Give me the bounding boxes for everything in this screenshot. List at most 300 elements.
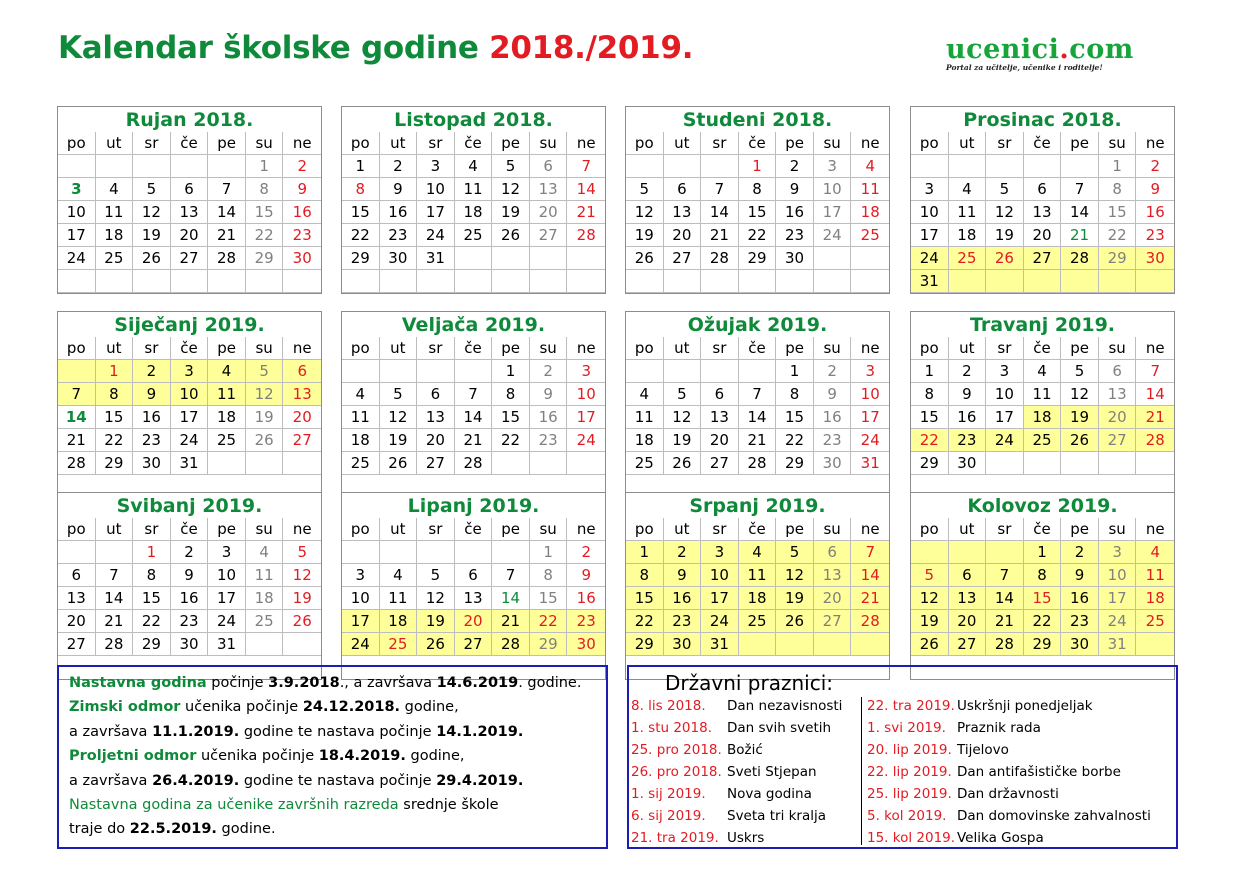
day-cell: 13 [530,178,568,201]
empty-cell [246,452,284,475]
day-cell: 2 [1061,541,1099,564]
month-name: Ožujak 2019. [687,314,828,336]
day-cell: 5 [246,360,284,383]
day-cell: 28 [96,633,134,656]
empty-cell [701,270,739,293]
empty-cell [626,270,664,293]
day-cell: 27 [814,610,852,633]
empty-cell [949,270,987,293]
day-cell: 2 [380,155,418,178]
weekday-header: pe [208,132,246,155]
weekday-header: ne [851,518,889,541]
day-cell: 31 [911,270,949,293]
day-cell: 9 [814,383,852,406]
day-cell: 12 [1061,383,1099,406]
month-name: Prosinac 2018. [963,109,1122,131]
day-cell: 30 [776,247,814,270]
info-text: Proljetni odmor [69,748,197,765]
weekday-header: pe [776,518,814,541]
day-cell: 9 [949,383,987,406]
day-cell: 2 [1136,155,1174,178]
month-name: Svibanj 2019. [116,495,263,517]
empty-cell [814,633,852,656]
day-cell: 7 [208,178,246,201]
empty-cell [567,270,605,293]
day-cell: 13 [58,587,96,610]
weekday-header: ne [1136,132,1174,155]
month-name: Srpanj 2019. [689,495,826,517]
info-text: 14.6.2019 [436,675,519,691]
day-cell: 24 [58,247,96,270]
day-cell: 15 [133,587,171,610]
day-cell: 12 [492,178,530,201]
day-cell: 23 [133,429,171,452]
day-cell: 23 [664,610,702,633]
day-cell: 13 [1099,383,1137,406]
weekday-header: sr [133,132,171,155]
weekday-header: pe [1061,337,1099,360]
info-text: 3.9.2018 [268,675,340,691]
day-cell: 8 [96,383,134,406]
month-name: Siječanj 2019. [114,314,265,336]
holiday-date: 1. stu 2018. [631,720,712,736]
day-cell: 31 [701,633,739,656]
day-cell: 29 [911,452,949,475]
weekday-header: sr [986,132,1024,155]
day-cell: 7 [492,564,530,587]
day-cell: 14 [1061,201,1099,224]
day-cell: 25 [342,452,380,475]
day-cell: 6 [530,155,568,178]
empty-cell [246,633,284,656]
day-cell: 15 [342,201,380,224]
empty-cell [380,270,418,293]
public-holidays-title: Državni praznici: [665,671,833,695]
day-cell: 26 [986,247,1024,270]
empty-cell [455,541,493,564]
day-cell: 30 [1136,247,1174,270]
day-cell: 20 [171,224,209,247]
weekday-header: su [530,518,568,541]
holiday-name: Dan antifašističke borbe [957,764,1121,780]
weekday-header: sr [417,337,455,360]
day-cell: 18 [455,201,493,224]
weekday-header: pe [492,337,530,360]
day-cell: 26 [492,224,530,247]
day-cell: 18 [380,610,418,633]
weekday-header: ut [96,518,134,541]
day-cell: 15 [911,406,949,429]
day-cell: 7 [986,564,1024,587]
day-cell: 31 [171,452,209,475]
day-cell: 14 [851,564,889,587]
day-cell: 26 [246,429,284,452]
day-cell: 12 [986,201,1024,224]
day-cell: 7 [455,383,493,406]
empty-cell [283,270,321,293]
day-cell: 20 [701,429,739,452]
day-cell: 10 [911,201,949,224]
holiday-name: Sveti Stjepan [727,764,817,780]
day-cell: 20 [1099,406,1137,429]
empty-cell [417,270,455,293]
day-cell: 1 [492,360,530,383]
day-cell: 23 [567,610,605,633]
day-cell: 29 [133,633,171,656]
day-cell: 21 [1136,406,1174,429]
empty-cell [567,452,605,475]
day-cell: 19 [246,406,284,429]
weekday-header: su [1099,132,1137,155]
empty-cell [986,155,1024,178]
weekday-header: ut [380,518,418,541]
site-logo[interactable] [946,34,1176,72]
holidays-divider [861,697,862,845]
day-cell: 8 [133,564,171,587]
month-name: Lipanj 2019. [407,495,540,517]
day-cell: 28 [986,633,1024,656]
title-prefix: Kalendar školske godine [58,30,479,66]
day-cell: 18 [1136,587,1174,610]
day-cell: 11 [1024,383,1062,406]
month-name: Studeni 2018. [682,109,833,131]
day-cell: 31 [208,633,246,656]
day-cell: 14 [208,201,246,224]
day-cell: 31 [417,247,455,270]
weekday-header: če [1024,337,1062,360]
day-cell: 11 [96,201,134,224]
day-cell: 2 [171,541,209,564]
day-cell: 15 [246,201,284,224]
day-cell: 15 [776,406,814,429]
empty-cell [342,360,380,383]
empty-cell [664,155,702,178]
info-line [69,720,596,744]
empty-cell [455,360,493,383]
day-cell: 2 [133,360,171,383]
day-cell: 30 [133,452,171,475]
day-cell: 19 [283,587,321,610]
day-cell: 20 [814,587,852,610]
info-text: 26.4.2019. [152,772,240,789]
empty-cell [417,360,455,383]
day-cell: 18 [246,587,284,610]
day-cell: 25 [380,633,418,656]
day-cell: 14 [1136,383,1174,406]
day-cell: 14 [986,587,1024,610]
weekday-header: po [911,518,949,541]
month-calendar [341,492,606,680]
weekday-header: pe [492,518,530,541]
day-cell: 15 [530,587,568,610]
empty-cell [96,270,134,293]
weekday-header: ut [96,132,134,155]
info-text: godine, [405,748,465,765]
empty-cell [986,452,1024,475]
info-text: Nastavna godina [69,675,207,691]
weekday-header: po [911,132,949,155]
day-cell: 7 [567,155,605,178]
month-calendar [341,106,606,294]
day-cell: 20 [58,610,96,633]
day-cell: 30 [171,633,209,656]
logo-wordmark: ucenici.com [946,34,1134,65]
day-cell: 13 [283,383,321,406]
day-cell: 6 [283,360,321,383]
empty-cell [380,541,418,564]
weekday-header: ne [851,132,889,155]
holiday-row [867,827,1151,849]
day-cell: 23 [171,610,209,633]
weekday-header: ne [567,518,605,541]
month-calendar [625,492,890,680]
empty-cell [492,270,530,293]
info-line [69,695,596,719]
empty-cell [133,270,171,293]
day-cell: 1 [530,541,568,564]
day-cell: 26 [911,633,949,656]
day-cell: 12 [417,587,455,610]
weekday-header: če [455,518,493,541]
empty-cell [171,270,209,293]
empty-cell [133,155,171,178]
empty-cell [58,360,96,383]
empty-cell [1136,270,1174,293]
day-cell: 8 [739,178,777,201]
day-cell: 6 [949,564,987,587]
info-text: 24.12.2018. [302,699,401,716]
day-cell: 4 [949,178,987,201]
empty-cell [814,270,852,293]
day-cell: 5 [283,541,321,564]
holiday-row [867,717,1151,739]
day-cell: 6 [1024,178,1062,201]
day-cell: 19 [1061,406,1099,429]
month-calendar [57,311,322,499]
holiday-row [867,805,1151,827]
holiday-date: 1. svi 2019. [867,720,946,736]
day-cell: 31 [851,452,889,475]
month-name: Kolovoz 2019. [967,495,1118,517]
day-cell: 24 [208,610,246,633]
day-cell: 1 [1024,541,1062,564]
day-cell: 18 [208,406,246,429]
info-line [69,793,596,817]
month-calendar [625,311,890,499]
day-cell: 13 [455,587,493,610]
day-cell: 30 [949,452,987,475]
holiday-date: 22. lip 2019. [867,764,952,780]
day-cell: 9 [283,178,321,201]
empty-cell [986,270,1024,293]
day-cell: 11 [851,178,889,201]
weekday-header: ut [380,132,418,155]
day-cell: 27 [1024,247,1062,270]
empty-cell [739,633,777,656]
day-cell: 5 [492,155,530,178]
day-cell: 15 [626,587,664,610]
public-holidays-box [627,665,1178,849]
day-cell: 11 [949,201,987,224]
weekday-header: ut [96,337,134,360]
day-cell: 18 [342,429,380,452]
day-cell: 17 [417,201,455,224]
day-cell: 3 [417,155,455,178]
day-cell: 13 [171,201,209,224]
day-cell: 4 [208,360,246,383]
day-cell: 24 [417,224,455,247]
holiday-name: Dan domovinske zahvalnosti [957,808,1151,824]
info-text: Zimski odmor [69,699,181,716]
day-cell: 22 [492,429,530,452]
empty-cell [246,270,284,293]
day-cell: 8 [1024,564,1062,587]
title-year: 2018./2019. [489,30,694,66]
weekday-header: sr [701,337,739,360]
day-cell: 30 [814,452,852,475]
info-text: godine. [216,821,276,838]
empty-cell [1024,452,1062,475]
empty-cell [814,247,852,270]
empty-cell [851,247,889,270]
day-cell: 25 [96,247,134,270]
day-cell: 1 [776,360,814,383]
holiday-date: 21. tra 2019. [631,830,719,846]
holiday-name: Dan svih svetih [727,720,832,736]
day-cell: 17 [911,224,949,247]
day-cell: 29 [246,247,284,270]
day-cell: 2 [283,155,321,178]
day-cell: 1 [133,541,171,564]
empty-cell [492,541,530,564]
weekday-header: če [455,337,493,360]
day-cell: 27 [283,429,321,452]
holiday-name: Božić [727,742,763,758]
holiday-row [867,739,1151,761]
weekday-header: po [58,132,96,155]
day-cell: 20 [283,406,321,429]
empty-cell [283,452,321,475]
weekday-header: ut [949,337,987,360]
weekday-header: ne [1136,518,1174,541]
day-cell: 29 [342,247,380,270]
day-cell: 3 [911,178,949,201]
page-title [58,30,693,66]
empty-cell [1024,155,1062,178]
empty-cell [776,270,814,293]
empty-cell [911,541,949,564]
day-cell: 25 [246,610,284,633]
day-cell: 16 [949,406,987,429]
weekday-header: pe [1061,518,1099,541]
holiday-name: Praznik rada [957,720,1041,736]
day-cell: 13 [814,564,852,587]
day-cell: 23 [814,429,852,452]
day-cell: 19 [133,224,171,247]
day-cell: 29 [739,247,777,270]
info-text: Nastavna godina za učenike završnih razreda [69,797,399,814]
day-cell: 10 [986,383,1024,406]
weekday-header: sr [417,518,455,541]
weekday-header: če [171,132,209,155]
day-cell: 22 [133,610,171,633]
month-name: Rujan 2018. [125,109,254,131]
holidays-left-column [631,695,842,849]
empty-cell [283,633,321,656]
day-cell: 9 [567,564,605,587]
day-cell: 20 [417,429,455,452]
month-calendar [910,311,1175,499]
empty-cell [58,270,96,293]
day-cell: 12 [246,383,284,406]
day-cell: 1 [626,541,664,564]
day-cell: 17 [58,224,96,247]
info-text: . godine. [518,675,582,691]
day-cell: 29 [530,633,568,656]
day-cell: 7 [1136,360,1174,383]
day-cell: 25 [626,452,664,475]
day-cell: 14 [96,587,134,610]
info-line [69,744,596,768]
day-cell: 17 [851,406,889,429]
empty-cell [776,633,814,656]
empty-cell [664,360,702,383]
holiday-name: Sveta tri kralja [727,808,827,824]
empty-cell [701,155,739,178]
day-cell: 24 [171,429,209,452]
day-cell: 8 [342,178,380,201]
day-cell: 5 [1061,360,1099,383]
holiday-name: Uskrs [727,830,765,846]
day-cell: 7 [739,383,777,406]
day-cell: 24 [1099,610,1137,633]
weekday-header: če [739,132,777,155]
day-cell: 28 [455,452,493,475]
empty-cell [417,541,455,564]
holiday-name: Tijelovo [957,742,1009,758]
day-cell: 1 [246,155,284,178]
info-text: traje do [69,821,130,838]
day-cell: 26 [626,247,664,270]
weekday-header: su [246,518,284,541]
day-cell: 12 [626,201,664,224]
weekday-header: su [814,337,852,360]
day-cell: 25 [455,224,493,247]
day-cell: 27 [455,633,493,656]
empty-cell [342,541,380,564]
weekday-header: če [739,337,777,360]
day-cell: 4 [1024,360,1062,383]
holiday-row [867,783,1151,805]
day-cell: 27 [1099,429,1137,452]
day-cell: 26 [133,247,171,270]
holiday-row [631,695,842,717]
day-cell: 21 [96,610,134,633]
day-cell: 28 [701,247,739,270]
day-cell: 25 [949,247,987,270]
day-cell: 17 [986,406,1024,429]
holiday-name: Nova godina [727,786,812,802]
day-cell: 3 [1099,541,1137,564]
day-cell: 26 [283,610,321,633]
day-cell: 9 [380,178,418,201]
empty-cell [58,155,96,178]
day-cell: 18 [626,429,664,452]
day-cell: 23 [1061,610,1099,633]
day-cell: 21 [567,201,605,224]
day-cell: 28 [851,610,889,633]
weekday-header: su [1099,337,1137,360]
